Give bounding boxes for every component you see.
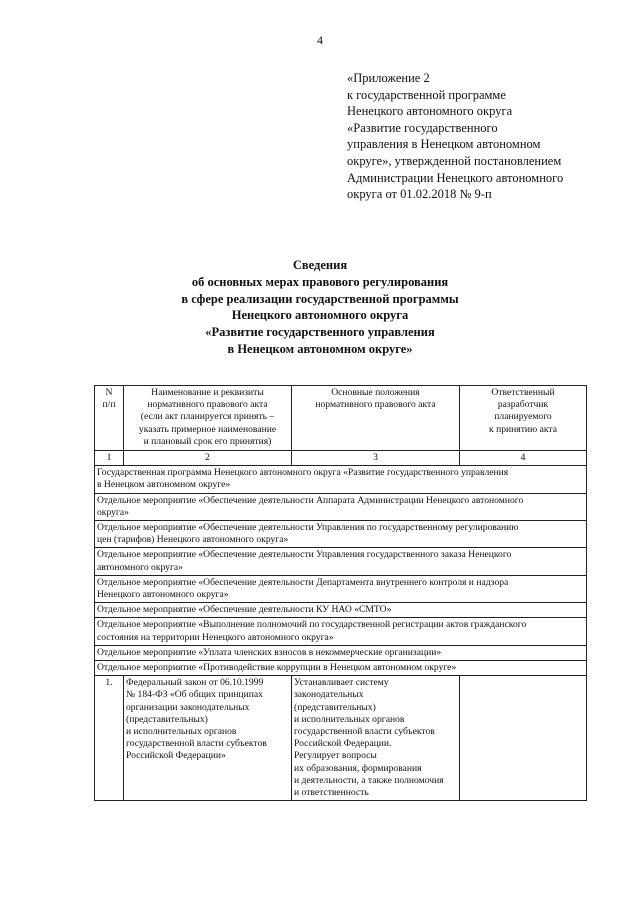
table-header-row <box>95 386 587 451</box>
cell-line: и исполнительных органов <box>294 713 405 725</box>
cell-line: и исполнительных органов <box>126 726 237 738</box>
measure-row <box>95 575 587 602</box>
table-row <box>95 676 587 801</box>
appendix-line: Ненецкого автономного округа <box>347 104 513 119</box>
cell-line: и ответственность <box>294 787 369 799</box>
cell-line: Отдельное мероприятие «Уплата членских взносов в некоммерческие организации» <box>97 646 442 658</box>
cell-line: цен (тарифов) Ненецкого автономного округа» <box>97 534 289 546</box>
cell-line: государственной власти субъектов <box>126 738 267 750</box>
column-number-row <box>95 451 587 466</box>
cell-line: № 184-ФЗ «Об общих принципах <box>126 689 263 701</box>
cell-line: законодательных <box>294 689 364 701</box>
cell-line: и деятельности, а также полномочия <box>294 774 444 786</box>
column-number: 2 <box>124 451 292 466</box>
cell-line: государственной власти субъектов <box>294 726 435 738</box>
measure-cell <box>95 466 587 493</box>
appendix-line: округе», утвержденной постановлением <box>347 153 562 168</box>
cell-line: Федеральный закон от 06.10.1999 <box>126 677 264 689</box>
header-responsible <box>460 386 587 451</box>
title-line: Ненецкого автономного округа <box>231 308 409 323</box>
header-line: разработчик <box>497 399 549 411</box>
appendix-line: к государственной программе <box>347 87 506 102</box>
header-line: Ответственный <box>491 387 555 398</box>
header-number <box>95 386 124 451</box>
header-line: указать примерное наименование <box>138 423 277 435</box>
cell-line: автономного округа» <box>97 561 183 573</box>
header-act-name <box>124 386 292 451</box>
cell-line: Отдельное мероприятие «Обеспечение деятельности Управления по государственному регулированию <box>97 522 519 534</box>
cell-line: организации законодательных <box>126 701 250 713</box>
measure-row <box>95 466 587 493</box>
cell-line: состояния на территории Ненецкого автономного округа» <box>97 631 334 643</box>
cell-line: Ненецкого автономного округа» <box>97 589 229 601</box>
cell-line: Отдельное мероприятие «Обеспечение деятельности Аппарата Администрации Ненецкого автономного <box>97 494 524 506</box>
cell-line: округа» <box>97 506 129 518</box>
measure-cell <box>95 521 587 548</box>
measure-cell <box>95 603 587 618</box>
cell-line: в Ненецком автономном округе» <box>97 479 231 491</box>
header-line: Основные положения <box>331 387 420 398</box>
cell-line: Отдельное мероприятие «Противодействие коррупции в Ненецком автономном округе» <box>97 662 457 674</box>
header-line: N <box>105 387 113 398</box>
appendix-line: Администрации Ненецкого автономного <box>347 170 564 185</box>
cell-line: их образования, формирования <box>294 762 422 774</box>
header-provisions <box>292 386 460 451</box>
title-line: в сфере реализации государственной программы <box>181 291 459 306</box>
column-number: 4 <box>460 451 587 466</box>
cell-line: Регулирует вопросы <box>294 750 377 762</box>
measure-cell <box>95 618 587 645</box>
cell-line: Государственная программа Ненецкого автономного округа «Развитие государственного управления <box>97 467 509 479</box>
measure-row <box>95 618 587 645</box>
document-title <box>0 257 640 358</box>
measure-row <box>95 603 587 618</box>
title-line: об основных мерах правового регулирования <box>191 274 449 289</box>
cell-line: Отдельное мероприятие «Обеспечение деятельности КУ НАО «СМТО» <box>97 604 392 616</box>
cell-line: Российской Федерации» <box>126 750 226 762</box>
measure-row <box>95 548 587 575</box>
cell-line: (представительных) <box>126 713 208 725</box>
page-number: 4 <box>317 33 323 47</box>
header-line: и плановый срок его принятия) <box>143 435 272 447</box>
column-number: 3 <box>292 451 460 466</box>
measure-row <box>95 493 587 520</box>
cell-line: Отдельное мероприятие «Обеспечение деятельности Департамента внутреннего контроля и надзора <box>97 576 509 588</box>
cell-line: Отдельное мероприятие «Выполнение полномочий по государственной регистрации актов гражданского <box>97 619 527 631</box>
appendix-line: управления в Ненецком автономном <box>347 137 541 152</box>
measure-row <box>95 645 587 660</box>
responsible-cell <box>460 676 587 801</box>
header-line: к принятию акта <box>489 423 557 435</box>
measure-cell <box>95 661 587 676</box>
title-line: в Ненецком автономном округе» <box>227 341 413 356</box>
measure-cell <box>95 548 587 575</box>
row-number: 1. <box>95 676 124 801</box>
title-line: Сведения <box>292 258 348 272</box>
act-name-cell <box>124 676 292 801</box>
header-line: нормативного правового акта <box>147 399 268 411</box>
column-number: 1 <box>95 451 124 466</box>
appendix-line: «Развитие государственного <box>347 120 498 135</box>
header-line: планируемого <box>494 411 552 423</box>
measure-cell <box>95 493 587 520</box>
cell-line: Устанавливает систему <box>294 677 389 689</box>
cell-line: Российской Федерации. <box>294 738 392 750</box>
appendix-line: «Приложение 2 <box>347 71 430 85</box>
cell-line: (представительных) <box>294 701 376 713</box>
measure-cell <box>95 575 587 602</box>
measure-cell <box>95 645 587 660</box>
measures-table <box>94 385 587 801</box>
title-line: «Развитие государственного управления <box>205 325 435 340</box>
provisions-cell <box>292 676 460 801</box>
cell-line: Отдельное мероприятие «Обеспечение деятельности Управления государственного заказа Ненецкого <box>97 549 512 561</box>
measure-row <box>95 661 587 676</box>
appendix-header <box>347 70 617 203</box>
header-line: нормативного правового акта <box>315 399 436 411</box>
header-line: Наименование и реквизиты <box>151 387 264 398</box>
appendix-line: округа от 01.02.2018 № 9-п <box>347 187 492 202</box>
header-line: п/п <box>102 399 116 411</box>
measure-row <box>95 521 587 548</box>
header-line: (если акт планируется принять – <box>140 411 275 423</box>
